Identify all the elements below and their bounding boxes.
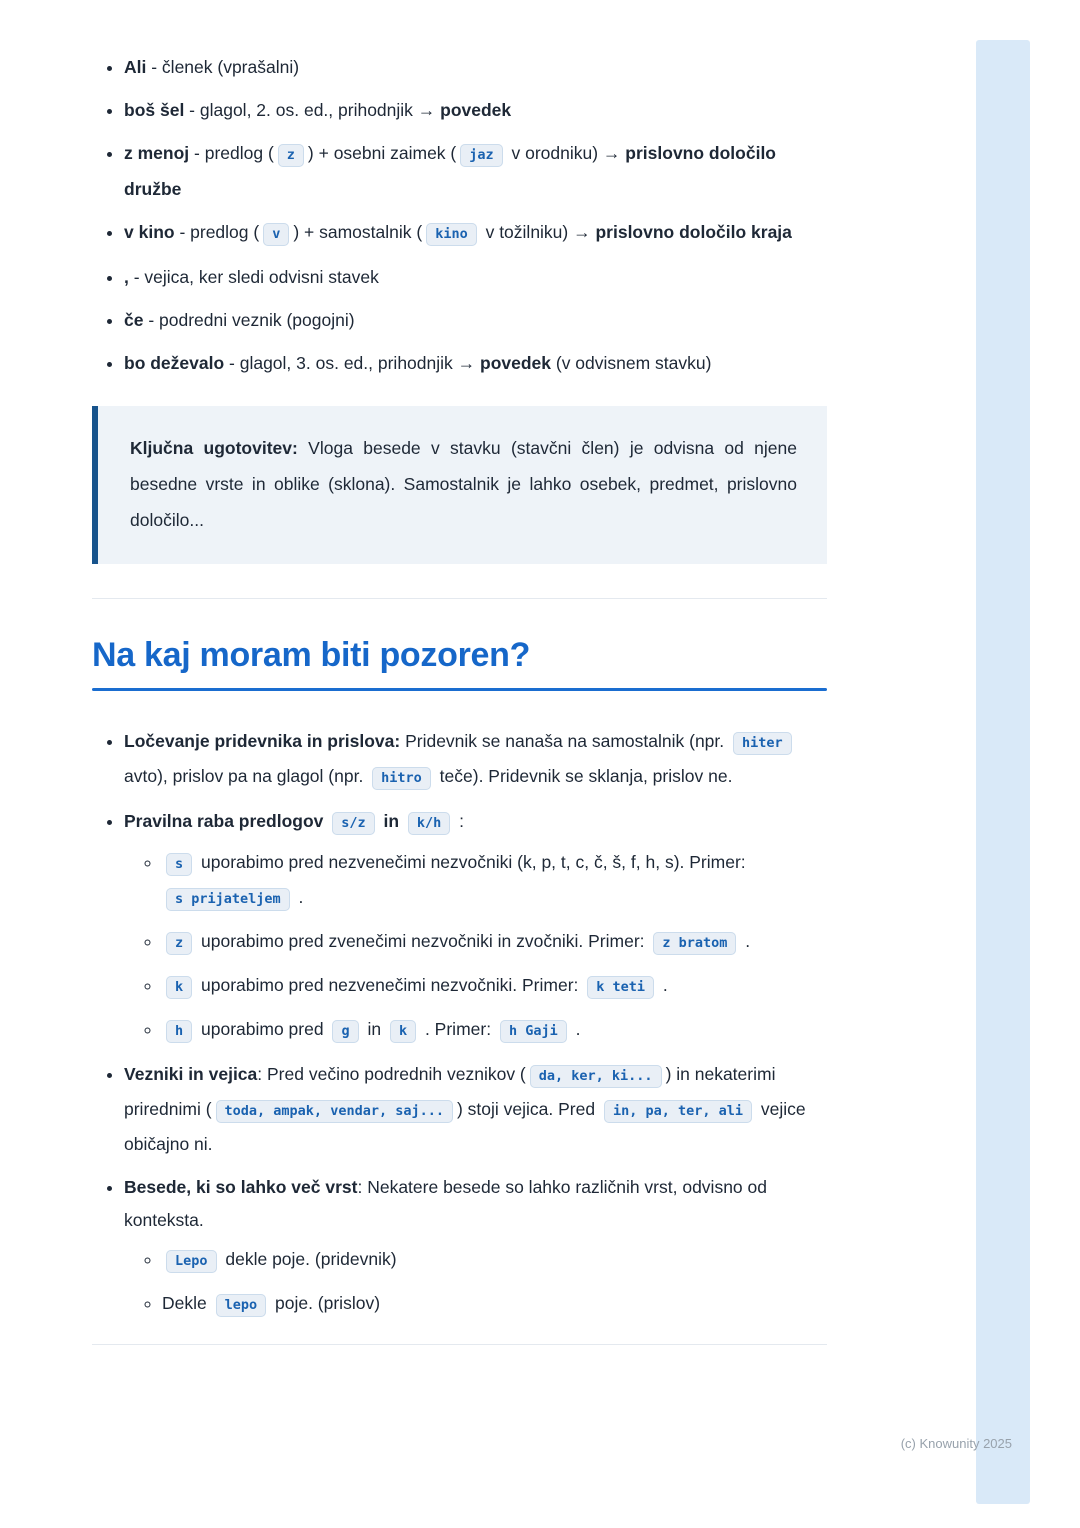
term: Pravilna raba predlogov [124,811,329,831]
term: bo deževalo [124,353,225,373]
list-item [124,136,827,206]
term: povedek [480,353,551,373]
code-chip: kino [426,223,477,246]
text: ) stoji vejica. Pred [456,1099,600,1119]
term: v kino [124,222,175,242]
term: , [124,267,129,287]
code-chip: s/z [332,812,374,835]
text: uporabimo pred nezvenečimi nezvočniki. Primer: [196,975,584,995]
sub-list [124,846,827,1048]
text: v orodniku) → [506,143,626,163]
text: : Nekatere besede so lahko različnih vrst, odvisno od konteksta. [124,1177,767,1230]
term: in [378,811,404,831]
code-chip: z bratom [653,932,736,955]
term: Ali [124,57,147,77]
term: Ločevanje pridevnika in prislova: [124,731,401,751]
analysis-list [92,50,827,380]
text: Dekle [162,1293,212,1313]
text: . [740,931,751,951]
text: - členek (vprašalni) [146,57,300,77]
list-item [124,725,827,795]
sub-list-item [162,1243,827,1278]
text: vejice običajno ni. [124,1099,806,1154]
text: uporabimo pred nezvenečimi nezvočniki (k, p, t, c, č, š, f, h, s). Primer: [196,852,746,872]
term: z menoj [124,143,190,163]
text: in [362,1019,386,1039]
list-item [124,1171,827,1322]
term: če [124,310,144,330]
code-chip: in, pa, ter, ali [604,1100,752,1123]
text: poje. (prislov) [270,1293,381,1313]
code-chip: h Gaji [500,1020,567,1043]
list-item [124,805,827,1048]
code-chip: lepo [216,1294,267,1317]
term: Besede, ki so lahko več vrst [124,1177,358,1197]
code-chip: g [332,1020,358,1043]
code-chip: hiter [733,732,792,755]
sub-list-item [162,1013,827,1048]
text: - glagol, 3. os. ed., prihodnjik → [224,353,480,373]
text: uporabimo pred [196,1019,329,1039]
text: . [658,975,668,995]
code-chip: v [263,223,289,246]
code-chip: toda, ampak, vendar, saj... [216,1100,453,1123]
text: (v odvisnem stavku) [551,353,712,373]
list-item [124,303,827,337]
text: ) + osebni zaimek ( [307,143,457,163]
sub-list [124,1243,827,1322]
section-divider [92,598,827,599]
sub-list-item [162,969,827,1004]
sub-list-item [162,1287,827,1322]
text: Pridevnik se nanaša na samostalnik (npr. [400,731,730,751]
callout-title: Ključna ugotovitev: [130,438,298,458]
list-item [124,93,827,127]
page-content [92,0,827,1345]
text: v tožilniku) → [480,222,596,242]
text: teče). Pridevnik se sklanja, prislov ne. [434,766,733,786]
code-chip: z [166,932,192,955]
text: : [454,811,465,831]
code-chip: da, ker, ki... [530,1065,662,1088]
text: . Primer: [420,1019,496,1039]
text: - vejica, ker sledi odvisni stavek [128,267,379,287]
side-strip [976,40,1030,1504]
code-chip: k teti [587,976,654,999]
text: dekle poje. (pridevnik) [220,1249,397,1269]
list-item [124,50,827,84]
heading-underline [92,688,827,691]
code-chip: hitro [372,767,431,790]
text: avto), prislov pa na glagol (npr. [124,766,369,786]
code-chip: Lepo [166,1250,217,1273]
code-chip: k [390,1020,416,1043]
text: - podredni veznik (pogojni) [143,310,355,330]
list-item [124,260,827,294]
text: - predlog ( [189,143,274,163]
term: Vezniki in vejica [124,1064,258,1084]
bottom-divider [92,1344,827,1345]
section-heading: Na kaj moram biti pozoren? [92,636,531,674]
text: uporabimo pred zvenečimi nezvočniki in zvočniki. Primer: [196,931,650,951]
text: ) in nekaterimi prirednimi ( [124,1064,776,1119]
text: - glagol, 2. os. ed., prihodnjik → [184,100,441,120]
text: ) + samostalnik ( [293,222,423,242]
callout-text: Vloga besede v stavku (stavčni člen) je odvisna od njene besedne vrste in oblike (sklona). Samostalnik je lahko osebek, predmet, prislovno določilo... [130,438,797,530]
list-item [124,215,827,251]
code-chip: h [166,1020,192,1043]
text: . [293,887,304,907]
list-item [124,346,827,380]
text: : Pred večino podrednih veznikov ( [257,1064,526,1084]
code-chip: z [278,144,304,167]
term: boš šel [124,100,185,120]
term: povedek [440,100,512,120]
list-item [124,1058,827,1161]
text: - predlog ( [174,222,260,242]
key-insight-callout [92,406,827,564]
sub-list-item [162,846,827,916]
code-chip: s prijateljem [166,888,290,911]
code-chip: k/h [408,812,450,835]
code-chip: s [166,853,192,876]
term: prislovno določilo družbe [124,143,776,199]
text: . [570,1019,581,1039]
code-chip: k [166,976,192,999]
term: prislovno določilo kraja [595,222,792,242]
pointers-list [92,725,827,1322]
copyright: (c) Knowunity 2025 [900,1436,1012,1451]
sub-list-item [162,925,827,960]
code-chip: jaz [460,144,502,167]
